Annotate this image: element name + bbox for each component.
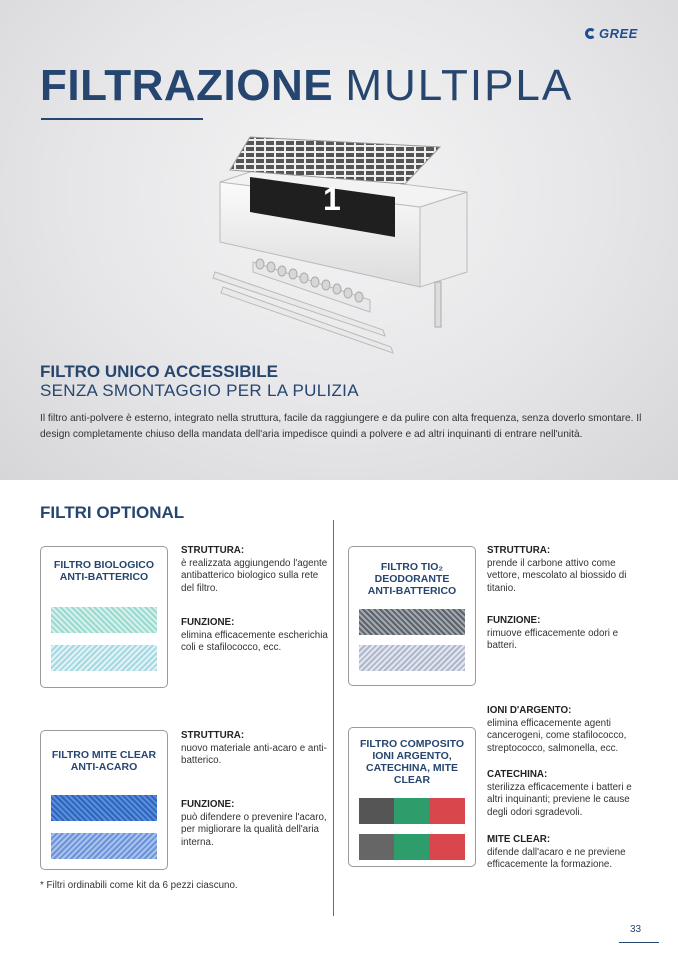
filter-card-mite-clear bbox=[40, 730, 168, 870]
section-text: elimina efficacemente escherichia coli e stafilococco, ecc. bbox=[181, 629, 328, 653]
column-divider bbox=[333, 520, 334, 916]
section-heading: FUNZIONE: bbox=[181, 799, 235, 810]
filter-name: FILTRO BIOLOGICO ANTI-BATTERICO bbox=[53, 559, 155, 583]
feature-title: FILTRO UNICO ACCESSIBILE bbox=[40, 362, 278, 381]
filter-description bbox=[487, 545, 637, 595]
feature-subtitle: SENZA SMONTAGGIO PER LA PULIZIA bbox=[40, 381, 359, 400]
filter-swatch bbox=[51, 645, 157, 671]
filter-card-biologico bbox=[40, 546, 168, 688]
section-text: rimuove efficacemente odori e batteri. bbox=[487, 627, 619, 651]
filter-description bbox=[487, 705, 637, 755]
title-bold: FILTRAZIONE bbox=[40, 61, 334, 110]
page-number: 33 bbox=[630, 924, 642, 935]
section-text: sterilizza efficacemente i batteri e altri inquinanti; previene le cause degli odori sgradevoli. bbox=[487, 781, 632, 818]
section-heading: STRUTTURA: bbox=[181, 730, 245, 741]
air-conditioner-image bbox=[205, 122, 485, 357]
section-text: può difendere o prevenire l'acaro, per migliorare la qualità dell'aria interna. bbox=[181, 811, 327, 848]
filter-card-tio2 bbox=[348, 546, 476, 686]
filter-description bbox=[487, 769, 637, 819]
filter-card-composito bbox=[348, 727, 476, 867]
section-heading: FUNZIONE: bbox=[181, 617, 235, 628]
filter-description bbox=[181, 730, 331, 768]
filter-description bbox=[487, 615, 637, 653]
filter-name: FILTRO MITE CLEAR ANTI-ACARO bbox=[51, 749, 157, 773]
filter-description bbox=[181, 545, 331, 595]
page-number-rule bbox=[619, 942, 659, 943]
section-heading: IONI D'ARGENTO: bbox=[487, 705, 572, 716]
filter-name: FILTRO TIO₂ DEODORANTE ANTI-BATTERICO bbox=[367, 561, 457, 597]
filter-swatch bbox=[359, 645, 465, 671]
filter-name: FILTRO COMPOSITO IONI ARGENTO, CATECHINA, MITE CLEAR bbox=[359, 738, 465, 786]
filter-swatch bbox=[359, 609, 465, 635]
gree-logo-icon bbox=[585, 28, 596, 39]
section-heading: STRUTTURA: bbox=[487, 545, 551, 556]
section-text: difende dall'acaro e ne previene efficacemente la formazione. bbox=[487, 846, 626, 870]
filter-swatch bbox=[51, 795, 157, 821]
title-light: MULTIPLA bbox=[345, 61, 574, 110]
page-title bbox=[40, 62, 573, 110]
gree-logo bbox=[585, 26, 638, 41]
filter-description bbox=[181, 617, 331, 655]
filter-swatch bbox=[359, 834, 465, 860]
product-badge: 1 bbox=[323, 181, 341, 217]
optional-filters-title: FILTRI OPTIONAL bbox=[40, 503, 185, 522]
filter-description bbox=[181, 799, 331, 849]
section-text: elimina efficacemente agenti cancerogeni, come stafilococco, streptococco, salmonella, ecc. bbox=[487, 717, 627, 754]
filter-swatch bbox=[51, 833, 157, 859]
feature-description: Il filtro anti-polvere è esterno, integrato nella struttura, facile da raggiungere e da pulire con alta frequenza, senza doverlo smontare. Il design completamente chiuso della mandata dell'aria impedisce quindi a polvere e ad altri inquinanti di entrare nell'unità. bbox=[40, 413, 642, 440]
section-text: nuovo materiale anti-acaro e anti-batterico. bbox=[181, 742, 327, 766]
logo-text: GREE bbox=[599, 26, 638, 41]
section-heading: CATECHINA: bbox=[487, 769, 548, 780]
section-heading: FUNZIONE: bbox=[487, 615, 541, 626]
filter-swatch bbox=[51, 607, 157, 633]
filter-swatch bbox=[359, 798, 465, 824]
section-heading: STRUTTURA: bbox=[181, 545, 245, 556]
title-underline bbox=[41, 118, 203, 120]
filter-description bbox=[487, 834, 637, 872]
section-heading: MITE CLEAR: bbox=[487, 834, 551, 845]
section-text: è realizzata aggiungendo l'agente antibatterico biologico sulla rete del filtro. bbox=[181, 557, 328, 594]
section-text: prende il carbone attivo come vettore, mescolato al biossido di titanio. bbox=[487, 557, 627, 594]
footnote: * Filtri ordinabili come kit da 6 pezzi ciascuno. bbox=[40, 880, 238, 891]
